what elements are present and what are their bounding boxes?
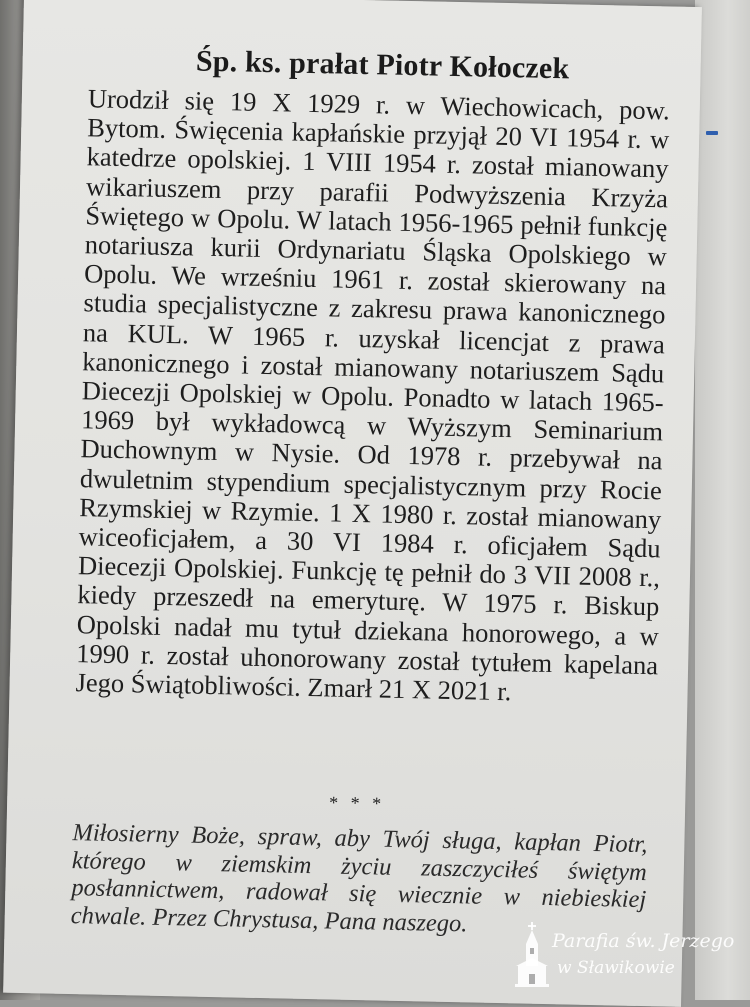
watermark-line2: w Sławikowie <box>557 958 675 978</box>
memorial-card <box>3 0 702 1007</box>
biography-text: Urodził się 19 X 1929 r. w Wiechowicach, pow. Bytom. Święcenia kapłańskie przyjął 20 VI 1954 r. w katedrze opolskiej. 1 VIII 1954 r. został mianowany wikariuszem przy parafii Podwyższenia Krzyża Świętego w Opolu. W latach 1956-1965 pełnił funkcję notariusza kurii Ordynariatu Śląska Opolskiego w Opolu. We wrześniu 1961 r. został skierowany na studia specjalistyczne z zakresu prawa kanonicznego na KUL. W 1965 r. uzyskał licencjat z prawa kanonicznego i został mianowany notariuszem Sądu Diecezji Opolskiej w Opolu. Ponadto w latach 1965-1969 był wykładowcą w Wyższym Seminarium Duchownym w Nysie. Od 1978 r. przebywał na dwuletnim stypendium specjalistycznym przy Rocie Rzymskiej w Rzymie. 1 X 1980 r. został mianowany wiceoficjałem, a 30 VI 1984 r. oficjałem Sądu Diecezji Opolskiej. Funkcję tę pełnił do 3 VII 2008 r., kiedy przeszedł na emeryturę. W 1975 r. Biskup Opolski nadał mu tytuł dziekana honorowego, a w 1990 r. został uhonorowany został tytułem kapelana Jego Świątobliwości. Zmarł 21 X 2021 r. <box>75 83 671 707</box>
watermark-line1: Parafia św. Jerzego <box>552 930 735 952</box>
background-right-page <box>695 0 750 1000</box>
separator-asterisks: * * * <box>328 792 386 814</box>
card-title: Śp. ks. prałat Piotr Kołoczek <box>195 44 570 86</box>
blue-mark <box>706 131 718 135</box>
prayer-text: Miłosierny Boże, spraw, aby Twój sługa, kapłan Piotr, którego w ziemskim życiu zaszczyciłeś świętym posłannictwem, radował się wiecznie w niebieskiej chwale. Przez Chrystusa, Pana naszego. <box>70 819 648 937</box>
parish-watermark <box>512 920 742 990</box>
church-icon <box>512 920 552 990</box>
